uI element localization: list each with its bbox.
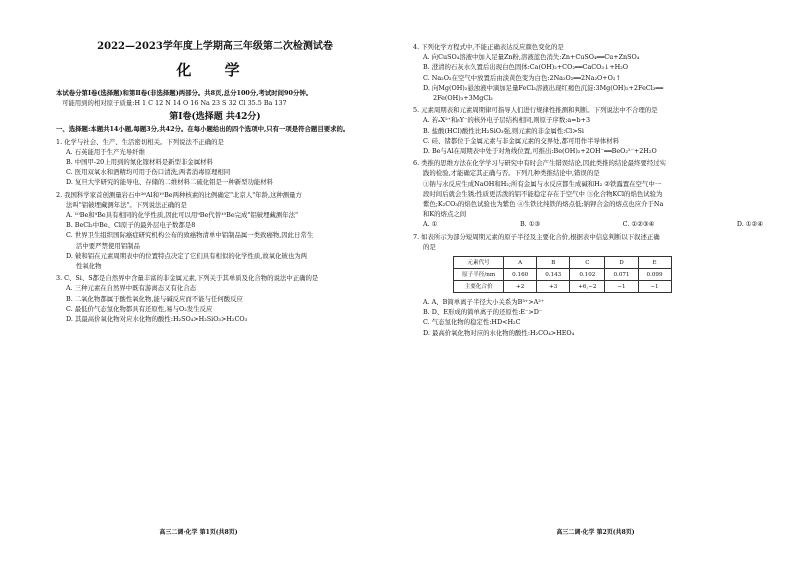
option-c: C. ①②③④ [622, 220, 655, 229]
statement-line: 紫色;K₂CO₃的焰色试验也为紫色 ④生铁比纯铁的熔点低;钠钾合金的熔点也应介于Na [423, 200, 664, 209]
table-cell: −1 [605, 281, 638, 293]
option-c: C. 硅、锗都位于金属元素与非金属元素的交界处,都可用作半导体材料 [423, 136, 620, 145]
option-b: B. D、E形成的简单离子的还原性:E⁻>D⁻ [423, 308, 543, 317]
table-cell: 0.143 [537, 269, 570, 281]
table-cell: −1 [638, 281, 671, 293]
page-footer: 高三二调·化学 第2页(共8页) [556, 529, 635, 536]
statement-line: 和K的熔点之间 [423, 210, 467, 219]
table-cell: +6,−2 [570, 281, 605, 293]
right-page [397, 0, 794, 562]
table-cell: B [537, 257, 570, 269]
page-footer: 高三二调·化学 第1页(共8页) [159, 529, 238, 536]
table-cell: 主要化合价 [454, 281, 504, 293]
question-stem-cont: 践的检验,才能确定其正确与否。下列几种类推结论中,错误的是 [423, 169, 600, 178]
option-d: D. ①②④ [736, 220, 763, 229]
option-a: A. ¹⁰Be和⁹Be具有相同的化学性质,因此可以用⁹Be代替¹⁰Be完成"铝铍埋藏测年法" [66, 211, 299, 220]
question-3 [56, 273, 374, 324]
option-d-cont: 2Fe(OH)₃+3MgCl₂ [433, 94, 493, 103]
option-b: B. BeCl₂中Be、Cl原子的最外层电子数都是8 [66, 221, 196, 230]
option-a: A. 若ₐX²⁺和ᵦY⁻的核外电子层结构相同,则原子序数:a=b+3 [423, 116, 591, 125]
option-c: C. 世界卫生组织国际癌症研究机构公布的致癌物清单中铝制品属一类致癌物,因此日常生 [66, 231, 314, 240]
option-a: A. 向CuSO₄溶液中加入足量Zn粉,溶液蓝色消失:Zn+CuSO₄══Cu+ZnSO₄ [423, 53, 640, 62]
table-cell: 0.160 [504, 269, 537, 281]
option-c: C. Na₂O₂在空气中放置后由淡黄色变为白色:2Na₂O₂══2Na₂O+O₂↑ [423, 73, 621, 82]
question-4 [413, 42, 773, 103]
option-b: B. 二氧化物都属于酸性氧化物,能与碱反应而不能与任何酸反应 [66, 294, 243, 303]
question-stem: 1. 化学与社会、生产、生活密切相关。下列说法不正确的是 [56, 137, 224, 146]
statement-line: 段时间后就会生锈;性质更活泼的铝不能稳定存在于空气中 ③化合物KCl的焰色试验为 [423, 189, 663, 198]
table-cell: 原子半径/nm [454, 269, 504, 281]
option-c: C. 最低价气态氢化物都具有还原性,易与O₂发生反应 [66, 304, 213, 313]
question-stem: 4. 下列化学方程式中,不能正确表达反应颜色变化的是 [413, 43, 564, 51]
section-heading: 第Ⅰ卷(选择题 共42分) [169, 112, 261, 123]
table-cell: +3 [537, 281, 570, 293]
instruction: 一、选择题:本题共14小题,每题3分,共42分。在每小题给出的四个选项中,只有一项是符合题目要求的。 [56, 125, 350, 134]
option-c: C. 气态氢化物的稳定性:HD<H₂C [423, 318, 521, 327]
table-cell: C [570, 257, 605, 269]
table-cell: +2 [504, 281, 537, 293]
options-row [413, 219, 773, 229]
exam-intro: 本试卷分第Ⅰ卷(选择题)和第Ⅱ卷(非选择题)两部分。共8页,总分100分,考试时间90分钟。 [56, 89, 313, 97]
table-cell: D [605, 257, 638, 269]
exam-title: 2022—2023学年度上学期高三年级第二次检测试卷 [97, 41, 333, 52]
option-b: B. 澄清的石灰水久置后出现白色固体:Ca(OH)₂+CO₂══CaCO₃↓+H₂O [423, 63, 629, 72]
option-d: D. 最高价氧化物对应的水化物的酸性:H₂CO₄>HEO₄ [423, 328, 575, 337]
table-cell: 0.102 [570, 269, 605, 281]
left-column [56, 40, 374, 324]
element-table [453, 256, 672, 293]
option-d-cont: 性氧化物 [76, 262, 102, 271]
table-row [454, 269, 672, 281]
option-b: B. 盐酸(HCl)酸性比H₂SiO₃强,则元素的非金属性:Cl>Si [423, 126, 584, 135]
option-c: C. 医用双氧水和酒精均可用于伤口清洗,两者消毒原理相同 [66, 168, 231, 177]
question-stem-cont: 法叫"铝铍埋藏测年法"。下列说法正确的是 [66, 200, 187, 209]
option-d: D. 铍和铝在元素周期表中的位置特点决定了它们具有相似的化学性质,故氧化铍也为两 [66, 251, 308, 260]
table-cell: 0.099 [638, 269, 671, 281]
table-cell: 元素代号 [454, 257, 504, 269]
question-7 [413, 232, 773, 338]
table-cell: A [504, 257, 537, 269]
option-a: A. 石英能用于生产光导纤维 [66, 147, 145, 156]
question-stem: 5. 元素周期表和元素周期律可指导人们进行规律性推测和判断。下列说法中不合理的是 [413, 106, 658, 115]
question-stem: 3. C、Si、S都是自然界中含量丰富的非金属元素,下列关于其单质及化合物的说法中正确的是 [56, 274, 319, 283]
question-5 [413, 105, 773, 156]
table-cell: E [638, 257, 671, 269]
option-a: A. A、B简单离子半径大小关系为B³⁺>A²⁺ [423, 298, 545, 307]
option-b: B. ①③ [519, 220, 541, 229]
option-d: D. 复旦大学研究的能导电、存储的二维材料二硫化钼是一种新型功能材料 [66, 178, 274, 187]
table-row [454, 257, 672, 269]
option-b: B. 中国甲-20上用到的氮化镓材料是新型非金属材料 [66, 158, 213, 167]
table-cell: 0.071 [605, 269, 638, 281]
question-stem: 7. 如表所示为部分短周期元素的原子半径及主要化合价,根据表中信息判断以下叙述正确 [413, 232, 660, 241]
question-stem: 6. 类推的思维方法在化学学习与研究中有时会产生错误结论,因此类推的结论最终要经过实 [413, 159, 667, 168]
table-row [454, 281, 672, 293]
option-c-cont: 活中要严禁使用铝制品 [76, 241, 140, 250]
question-6 [413, 158, 773, 229]
subject-heading: 化 学 [176, 61, 254, 79]
question-stem-cont: 的是 [423, 242, 436, 251]
right-column [413, 40, 773, 338]
option-d: D. 向Mg(OH)₂悬浊液中滴加足量FeCl₃溶液出现红褐色沉淀:3Mg(OH)₂+2FeCl₃══ [423, 83, 664, 92]
statement-line: ①钠与水反应生成NaOH和H₂;所有金属与水反应都生成碱和H₂ ②铁露置在空气中一 [423, 179, 662, 188]
question-stem: 2. 我国科学家首创测量岩石中²⁶Al和¹⁰Be两种核素的比例确定"北京人"年龄,这种测量方 [56, 190, 302, 199]
option-d: D. Be与Al在周期表中处于对角线位置,可推出:Be(OH)₂+2OH⁻══BeO₂²⁻+2H₂O [423, 147, 657, 156]
question-1 [56, 137, 374, 188]
option-a: A. 三种元素在自然界中既有游离态又有化合态 [66, 284, 197, 293]
question-2 [56, 190, 374, 272]
option-d: D. 其最高价氧化物对应水化物的酸性:H₂SO₄>H₂SiO₃>H₂CO₃ [66, 315, 248, 324]
atomic-masses: 可能用到的相对原子质量:H 1 C 12 N 14 O 16 Na 23 S 32 Cl 35.5 Ba 137 [62, 99, 287, 108]
option-a: A. ① [423, 220, 438, 229]
